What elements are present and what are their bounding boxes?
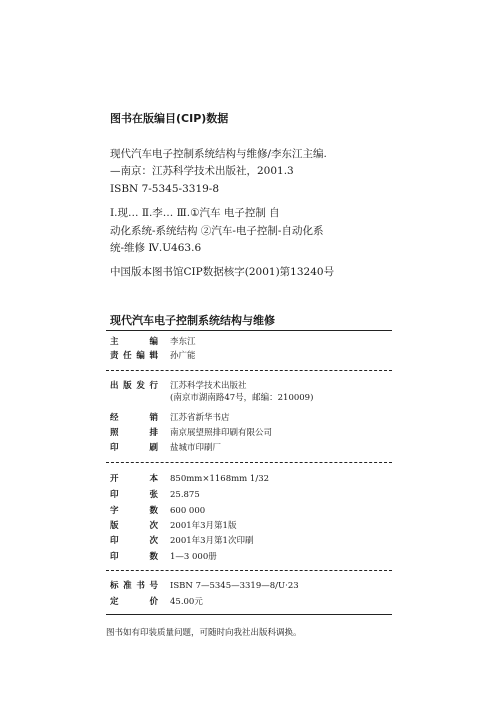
standard-row <box>110 596 203 608</box>
distribution-row <box>110 412 230 424</box>
distribution-row <box>110 427 272 439</box>
credit-row <box>110 336 196 348</box>
standard-label: 定价 <box>110 597 158 607</box>
credit-value: 孙广能 <box>170 351 196 361</box>
standard-row <box>110 580 299 592</box>
spec-label: 印数 <box>110 552 158 562</box>
distribution-label: 经销 <box>110 413 158 423</box>
cip-subject-line: 统-维修 Ⅳ.U463.6 <box>110 242 202 254</box>
publisher-address: (南京市湖南路47号，邮编：210009) <box>170 393 314 403</box>
distribution-row <box>110 442 221 454</box>
cip-line: 现代汽车电子控制系统结构与维修/李东江主编. <box>110 147 327 160</box>
book-title: 现代汽车电子控制系统结构与维修 <box>110 314 275 327</box>
distribution-value: 南京展望照排印刷有限公司 <box>170 428 273 438</box>
divider <box>106 330 392 331</box>
credit-label: 主编 <box>110 337 158 347</box>
cip-block <box>110 110 410 281</box>
standard-value: ISBN 7—5345—3319—8/U·23 <box>170 581 299 591</box>
spec-value: 1—3 000册 <box>170 552 217 562</box>
spec-row <box>110 551 217 563</box>
divider <box>106 570 392 571</box>
credit-label: 责任编辑 <box>110 351 158 361</box>
divider <box>106 370 392 371</box>
distribution-label: 照排 <box>110 428 158 438</box>
spec-label: 字数 <box>110 506 158 516</box>
cip-verification: 中国版本图书馆CIP数据核字(2001)第13240号 <box>110 265 335 278</box>
standard-label: 标准书号 <box>110 581 158 591</box>
spec-value: 25.875 <box>170 490 200 500</box>
publisher-row <box>110 380 313 404</box>
cip-isbn: ISBN 7-5345-3319-8 <box>110 182 220 195</box>
credit-value: 李东江 <box>170 337 196 347</box>
spec-row <box>110 473 269 485</box>
spec-row <box>110 535 253 547</box>
cip-subject-line: Ⅰ.现… Ⅱ.李… Ⅲ.①汽车 电子控制 自 <box>110 207 280 219</box>
spec-row <box>110 520 236 532</box>
divider <box>106 614 392 615</box>
distribution-label: 印刷 <box>110 443 158 453</box>
spec-value: 600 000 <box>170 506 206 516</box>
cip-subject-line: 动化系统-系统结构 ②汽车-电子控制-自动化系 <box>110 224 324 237</box>
cip-title: 图书在版编目(CIP)数据 <box>110 112 229 125</box>
spec-label: 开本 <box>110 474 158 484</box>
publisher-name: 江苏科学技术出版社 <box>170 381 247 391</box>
spec-row <box>110 505 205 517</box>
spec-label: 印张 <box>110 490 158 500</box>
divider <box>106 462 392 463</box>
spec-value: 850mm×1168mm 1/32 <box>170 474 270 484</box>
standard-value: 45.00元 <box>170 597 203 607</box>
publisher-label: 出版发行 <box>110 381 158 391</box>
cip-line: —南京：江苏科学技术出版社，2001.3 <box>110 165 294 177</box>
credit-row <box>110 350 196 362</box>
spec-value: 2001年3月第1次印刷 <box>170 536 254 546</box>
distribution-value: 盐城市印刷厂 <box>170 443 222 453</box>
spec-label: 印次 <box>110 536 158 546</box>
spec-row <box>110 489 200 501</box>
quality-notice: 图书如有印装质量问题，可随时向我社出版科调换。 <box>106 628 302 638</box>
spec-label: 版次 <box>110 521 158 531</box>
spec-value: 2001年3月第1版 <box>170 521 237 531</box>
distribution-value: 江苏省新华书店 <box>170 413 230 423</box>
